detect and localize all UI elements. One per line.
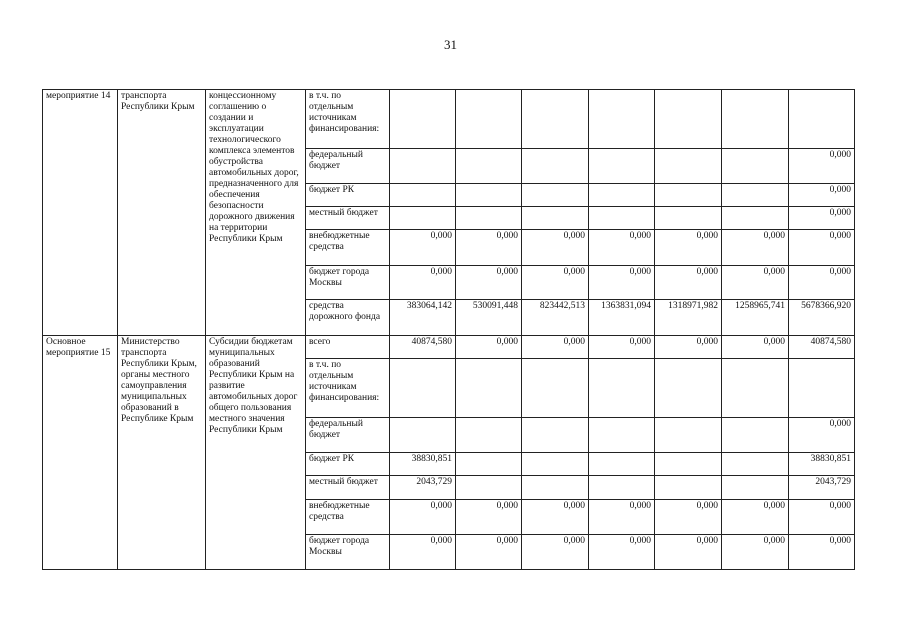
funding-source-cell: бюджет города Москвы: [306, 265, 390, 300]
value-cell: [655, 359, 722, 418]
value-cell: 383064,142: [390, 300, 456, 336]
value-cell: [522, 206, 589, 229]
value-cell: [456, 206, 522, 229]
value-cell: [522, 452, 589, 475]
value-cell: [522, 90, 589, 149]
value-cell: [390, 148, 456, 183]
funding-source-cell: бюджет РК: [306, 452, 390, 475]
funding-source-cell: в т.ч. по отдельным источникам финансирования:: [306, 90, 390, 149]
value-cell: [390, 206, 456, 229]
value-cell: 0,000: [456, 230, 522, 266]
value-cell: 0,000: [789, 535, 855, 570]
value-cell: 823442,513: [522, 300, 589, 336]
value-cell: 0,000: [789, 265, 855, 300]
value-cell: 40874,580: [789, 336, 855, 359]
value-cell: [456, 418, 522, 453]
value-cell: [589, 452, 655, 475]
value-cell: 1258965,741: [722, 300, 789, 336]
value-cell: 0,000: [722, 230, 789, 266]
value-cell: 0,000: [589, 535, 655, 570]
value-cell: 0,000: [456, 535, 522, 570]
value-cell: [589, 148, 655, 183]
page-number: 31: [444, 37, 457, 52]
measure-name-cell: мероприятие 14: [43, 90, 118, 336]
value-cell: 0,000: [722, 499, 789, 535]
value-cell: [522, 418, 589, 453]
value-cell: 0,000: [789, 499, 855, 535]
value-cell: 0,000: [655, 230, 722, 266]
value-cell: 0,000: [789, 206, 855, 229]
value-cell: [655, 418, 722, 453]
value-cell: 1318971,982: [655, 300, 722, 336]
value-cell: 0,000: [655, 265, 722, 300]
value-cell: [589, 206, 655, 229]
value-cell: [589, 359, 655, 418]
value-cell: 0,000: [390, 535, 456, 570]
value-cell: 5678366,920: [789, 300, 855, 336]
value-cell: 0,000: [390, 230, 456, 266]
value-cell: [390, 183, 456, 206]
value-cell: 0,000: [390, 265, 456, 300]
value-cell: [655, 90, 722, 149]
value-cell: [655, 206, 722, 229]
value-cell: [789, 90, 855, 149]
value-cell: 2043,729: [789, 476, 855, 499]
value-cell: [456, 476, 522, 499]
measure-name-cell: Основное мероприятие 15: [43, 336, 118, 570]
value-cell: 0,000: [789, 230, 855, 266]
value-cell: [722, 206, 789, 229]
value-cell: [456, 452, 522, 475]
value-cell: 0,000: [589, 499, 655, 535]
value-cell: 0,000: [456, 265, 522, 300]
funding-source-cell: федеральный бюджет: [306, 418, 390, 453]
value-cell: [589, 476, 655, 499]
value-cell: 0,000: [522, 336, 589, 359]
value-cell: [722, 148, 789, 183]
value-cell: [390, 90, 456, 149]
value-cell: [522, 359, 589, 418]
value-cell: [589, 418, 655, 453]
value-cell: 530091,448: [456, 300, 522, 336]
value-cell: 0,000: [722, 535, 789, 570]
table-row: [43, 336, 855, 359]
value-cell: 40874,580: [390, 336, 456, 359]
value-cell: 0,000: [522, 499, 589, 535]
value-cell: 1363831,094: [589, 300, 655, 336]
value-cell: [456, 148, 522, 183]
value-cell: [655, 452, 722, 475]
description-cell: концессионному соглашению о создании и эксплуатации технологического комплекса элементов обустройства автомобильных дорог, предназначенного для обеспечения безопасности дорожного движения на территории Республики Крым: [206, 90, 306, 336]
executor-cell: транспорта Республики Крым: [118, 90, 206, 336]
value-cell: 0,000: [522, 535, 589, 570]
table-row: [43, 90, 855, 149]
value-cell: [390, 359, 456, 418]
value-cell: [456, 90, 522, 149]
description-cell: Субсидии бюджетам муниципальных образований Республики Крым на развитие автомобильных дорог общего пользования местного значения Республики Крым: [206, 336, 306, 570]
value-cell: [655, 148, 722, 183]
value-cell: [390, 418, 456, 453]
value-cell: 0,000: [456, 499, 522, 535]
value-cell: 0,000: [722, 336, 789, 359]
value-cell: [722, 452, 789, 475]
value-cell: [722, 359, 789, 418]
value-cell: 0,000: [655, 535, 722, 570]
funding-source-cell: внебюджетные средства: [306, 230, 390, 266]
value-cell: [522, 148, 589, 183]
funding-source-cell: федеральный бюджет: [306, 148, 390, 183]
value-cell: [789, 359, 855, 418]
value-cell: 0,000: [522, 230, 589, 266]
value-cell: [589, 183, 655, 206]
value-cell: 0,000: [789, 418, 855, 453]
value-cell: 0,000: [589, 265, 655, 300]
value-cell: [522, 183, 589, 206]
funding-source-cell: внебюджетные средства: [306, 499, 390, 535]
value-cell: 0,000: [789, 148, 855, 183]
value-cell: 0,000: [456, 336, 522, 359]
value-cell: [722, 418, 789, 453]
value-cell: [589, 90, 655, 149]
funding-source-cell: местный бюджет: [306, 476, 390, 499]
value-cell: [456, 183, 522, 206]
value-cell: 0,000: [722, 265, 789, 300]
executor-cell: Министерство транспорта Республики Крым, органы местного самоуправления муниципальных образований в Республике Крым: [118, 336, 206, 570]
funding-source-cell: местный бюджет: [306, 206, 390, 229]
value-cell: 38830,851: [390, 452, 456, 475]
value-cell: 0,000: [655, 499, 722, 535]
value-cell: 2043,729: [390, 476, 456, 499]
value-cell: [522, 476, 589, 499]
value-cell: 38830,851: [789, 452, 855, 475]
funding-source-cell: бюджет РК: [306, 183, 390, 206]
value-cell: [655, 476, 722, 499]
value-cell: [722, 183, 789, 206]
funding-source-cell: всего: [306, 336, 390, 359]
funding-source-cell: в т.ч. по отдельным источникам финансирования:: [306, 359, 390, 418]
value-cell: 0,000: [589, 230, 655, 266]
value-cell: [722, 476, 789, 499]
value-cell: [655, 183, 722, 206]
value-cell: [456, 359, 522, 418]
budget-table: [42, 89, 855, 570]
value-cell: [722, 90, 789, 149]
value-cell: 0,000: [789, 183, 855, 206]
funding-source-cell: бюджет города Москвы: [306, 535, 390, 570]
value-cell: 0,000: [390, 499, 456, 535]
value-cell: 0,000: [522, 265, 589, 300]
value-cell: 0,000: [589, 336, 655, 359]
value-cell: 0,000: [655, 336, 722, 359]
funding-source-cell: средства дорожного фонда: [306, 300, 390, 336]
